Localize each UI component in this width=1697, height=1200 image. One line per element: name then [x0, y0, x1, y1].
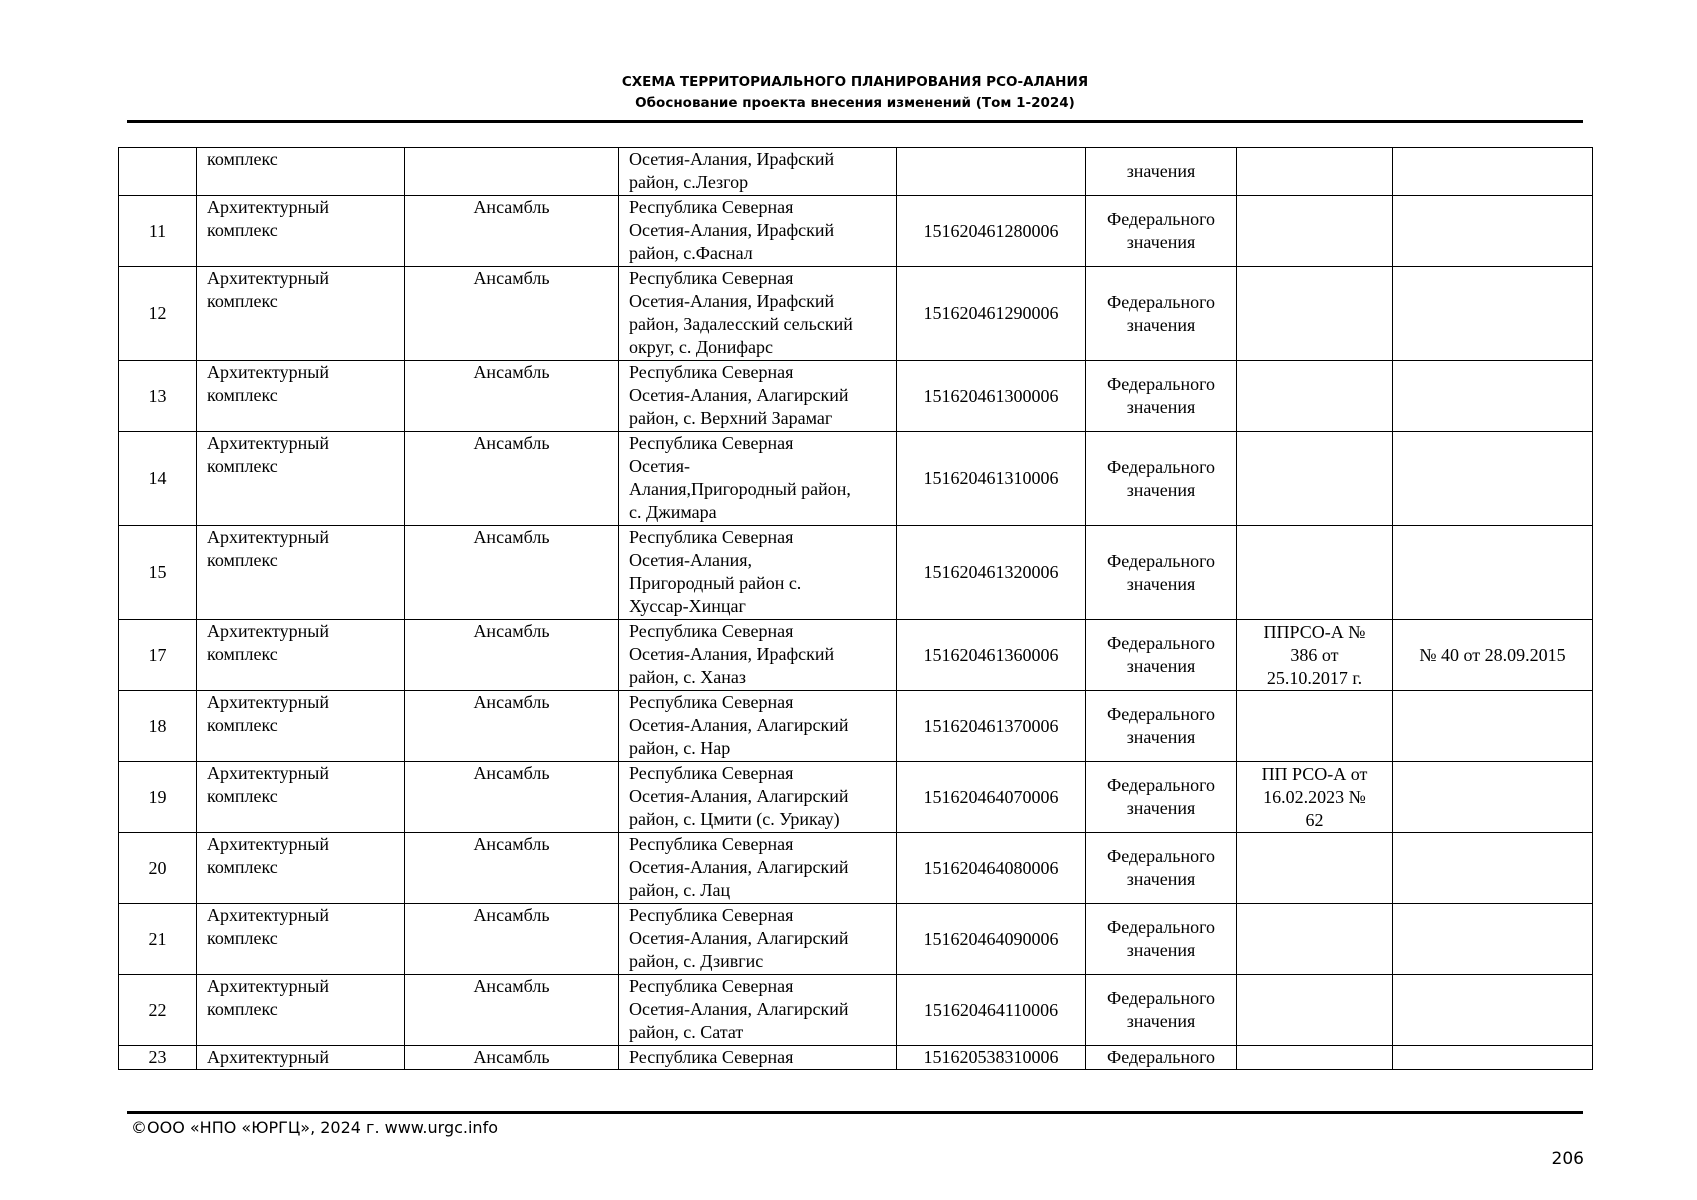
- object-name-cell-line: комплекс: [207, 220, 278, 240]
- significance-cell: [1086, 762, 1237, 833]
- significance-cell: [1086, 1046, 1237, 1070]
- address-cell-line: Осетия-Алания, Алагирский: [629, 786, 849, 806]
- address-cell-line: район, Задалесский сельский: [629, 314, 853, 334]
- address-cell: [619, 1046, 897, 1070]
- protection-document-cell: [1237, 904, 1393, 975]
- order-document-cell: [1393, 833, 1593, 904]
- address-cell-line: район, с. Дзивгис: [629, 951, 764, 971]
- address-cell-line: район, с.Фаснал: [629, 243, 753, 263]
- object-name-cell: [197, 432, 405, 526]
- address-cell-line: Республика Северная: [629, 834, 794, 854]
- address-cell: [619, 148, 897, 196]
- order-document-cell: [1393, 196, 1593, 267]
- registry-code-cell: 151620464080006: [897, 833, 1086, 904]
- significance-cell-line: значения: [1126, 397, 1196, 417]
- object-type-cell: Ансамбль: [405, 267, 619, 361]
- table-row: [119, 1046, 1593, 1070]
- registry-code-cell: 151620461280006: [897, 196, 1086, 267]
- address-cell-line: Республика Северная: [629, 433, 794, 453]
- order-document-cell: [1393, 762, 1593, 833]
- address-cell: [619, 691, 897, 762]
- row-number-cell: 23: [119, 1046, 197, 1070]
- address-cell: [619, 762, 897, 833]
- object-name-cell-line: Архитектурный: [207, 621, 329, 641]
- object-type-cell: Ансамбль: [405, 833, 619, 904]
- object-name-cell: [197, 904, 405, 975]
- significance-cell: [1086, 620, 1237, 691]
- protection-document-cell: [1237, 526, 1393, 620]
- protection-document-cell: [1237, 620, 1393, 691]
- registry-code-cell: 151620464070006: [897, 762, 1086, 833]
- significance-cell-line: Федерального: [1106, 209, 1216, 229]
- address-cell: [619, 904, 897, 975]
- object-type-cell: Ансамбль: [405, 1046, 619, 1070]
- protection-document-cell: [1237, 1046, 1393, 1070]
- object-name-cell-line: Архитектурный: [207, 197, 329, 217]
- row-number-cell: 18: [119, 691, 197, 762]
- address-cell-line: Республика Северная: [629, 621, 794, 641]
- significance-cell-line: значения: [1126, 798, 1196, 818]
- address-cell-line: с. Джимара: [629, 502, 717, 522]
- significance-cell-line: Федерального: [1106, 374, 1216, 394]
- protection-document-cell-line: 386 от: [1290, 644, 1339, 665]
- row-number-cell: 15: [119, 526, 197, 620]
- object-type-cell: Ансамбль: [405, 432, 619, 526]
- registry-code-cell: 151620464110006: [897, 975, 1086, 1046]
- object-name-cell: [197, 148, 405, 196]
- registry-code-cell: 151620461300006: [897, 361, 1086, 432]
- protection-document-cell: [1237, 361, 1393, 432]
- significance-cell-line: значения: [1126, 314, 1196, 335]
- protection-document-cell-line: ППРСО-А №: [1263, 621, 1366, 642]
- row-number-cell: 14: [119, 432, 197, 526]
- object-name-cell-line: Архитектурный: [207, 763, 329, 783]
- object-type-cell: Ансамбль: [405, 196, 619, 267]
- address-cell-line: Осетия-Алания, Алагирский: [629, 928, 849, 948]
- significance-cell: [1086, 196, 1237, 267]
- significance-cell: [1086, 432, 1237, 526]
- significance-cell: [1086, 526, 1237, 620]
- row-number-cell: 12: [119, 267, 197, 361]
- registry-code-cell: 151620464090006: [897, 904, 1086, 975]
- significance-cell-line: Федерального: [1106, 456, 1216, 477]
- address-cell: [619, 526, 897, 620]
- heritage-register-table: [118, 147, 1593, 1070]
- object-name-cell-line: Архитектурный: [207, 1047, 329, 1067]
- registry-code-cell: 151620461360006: [897, 620, 1086, 691]
- address-cell-line: район, с.Лезгор: [629, 172, 749, 192]
- object-name-cell: [197, 762, 405, 833]
- object-type-cell: Ансамбль: [405, 526, 619, 620]
- significance-cell-line: Федерального: [1106, 917, 1216, 937]
- significance-cell: [1086, 148, 1237, 196]
- protection-document-cell: [1237, 196, 1393, 267]
- significance-cell-line: значения: [1126, 727, 1196, 747]
- table-row: [119, 975, 1593, 1046]
- row-number-cell: 21: [119, 904, 197, 975]
- address-cell: [619, 432, 897, 526]
- significance-cell-line: значения: [1126, 479, 1196, 500]
- address-cell: [619, 833, 897, 904]
- address-cell-line: Республика Северная: [629, 197, 794, 217]
- object-name-cell: [197, 620, 405, 691]
- protection-document-cell: [1237, 762, 1393, 833]
- object-name-cell-line: Архитектурный: [207, 834, 329, 854]
- address-cell-line: район, с. Верхний Зарамаг: [629, 408, 833, 428]
- significance-cell-line: Федерального: [1106, 988, 1216, 1008]
- footer-rule: [127, 1111, 1583, 1114]
- order-document-cell: [1393, 691, 1593, 762]
- registry-code-cell: 151620538310006: [897, 1046, 1086, 1070]
- address-cell: [619, 267, 897, 361]
- significance-cell: [1086, 975, 1237, 1046]
- address-cell-line: Осетия-Алания, Ирафский: [629, 644, 835, 664]
- object-name-cell-line: комплекс: [207, 456, 278, 476]
- header-rule: [127, 120, 1583, 123]
- address-cell-line: Республика Северная: [629, 763, 794, 783]
- registry-code-cell: 151620461290006: [897, 267, 1086, 361]
- table-row: [119, 691, 1593, 762]
- significance-cell: [1086, 691, 1237, 762]
- object-name-cell: [197, 833, 405, 904]
- object-name-cell: [197, 975, 405, 1046]
- significance-cell-line: Федерального: [1106, 1047, 1216, 1067]
- significance-cell-line: значения: [1126, 161, 1196, 181]
- table-row: [119, 196, 1593, 267]
- address-cell-line: Пригородный район с.: [629, 573, 802, 593]
- page-number: 206: [1551, 1149, 1584, 1169]
- significance-cell-line: Федерального: [1106, 291, 1216, 312]
- table-row: [119, 432, 1593, 526]
- object-name-cell-line: комплекс: [207, 291, 278, 311]
- registry-code-cell: 151620461310006: [897, 432, 1086, 526]
- address-cell-line: Осетия-Алания, Ирафский: [629, 149, 835, 169]
- order-document-cell: [1393, 526, 1593, 620]
- object-type-cell: Ансамбль: [405, 975, 619, 1046]
- order-document-cell: [1393, 148, 1593, 196]
- order-document-cell: № 40 от 28.09.2015: [1393, 620, 1593, 691]
- significance-cell-line: Федерального: [1106, 846, 1216, 866]
- object-name-cell-line: Архитектурный: [207, 692, 329, 712]
- object-type-cell: Ансамбль: [405, 691, 619, 762]
- address-cell-line: Алания,Пригородный район,: [629, 479, 851, 499]
- significance-cell-line: значения: [1126, 656, 1196, 676]
- significance-cell-line: Федерального: [1106, 775, 1216, 795]
- object-name-cell-line: Архитектурный: [207, 976, 329, 996]
- row-number-cell: 17: [119, 620, 197, 691]
- significance-cell-line: значения: [1126, 940, 1196, 960]
- table-row: [119, 526, 1593, 620]
- protection-document-cell-line: 62: [1305, 809, 1324, 830]
- object-name-cell-line: Архитектурный: [207, 433, 329, 453]
- significance-cell-line: значения: [1126, 1011, 1196, 1031]
- address-cell-line: район, с. Нар: [629, 738, 731, 758]
- row-number-cell: 22: [119, 975, 197, 1046]
- address-cell: [619, 975, 897, 1046]
- significance-cell-line: Федерального: [1106, 704, 1216, 724]
- object-name-cell-line: комплекс: [207, 149, 278, 169]
- object-name-cell: [197, 1046, 405, 1070]
- address-cell-line: район, с. Лац: [629, 880, 731, 900]
- address-cell-line: Осетия-Алания, Алагирский: [629, 999, 849, 1019]
- address-cell-line: район, с. Цмити (с. Урикау): [629, 809, 840, 829]
- address-cell-line: Республика Северная: [629, 527, 794, 547]
- object-name-cell: [197, 196, 405, 267]
- significance-cell: [1086, 361, 1237, 432]
- address-cell: [619, 361, 897, 432]
- object-name-cell-line: комплекс: [207, 550, 278, 570]
- address-cell: [619, 620, 897, 691]
- address-cell-line: Осетия-: [629, 456, 690, 476]
- significance-cell-line: значения: [1126, 573, 1196, 594]
- significance-cell: [1086, 904, 1237, 975]
- address-cell-line: район, с. Сатат: [629, 1022, 744, 1042]
- order-document-cell: [1393, 267, 1593, 361]
- protection-document-cell-line: ПП РСО-А от: [1261, 763, 1368, 784]
- protection-document-cell: [1237, 148, 1393, 196]
- header-subtitle: Обоснование проекта внесения изменений (Том 1-2024): [635, 95, 1075, 111]
- significance-cell: [1086, 267, 1237, 361]
- significance-cell: [1086, 833, 1237, 904]
- protection-document-cell: [1237, 691, 1393, 762]
- row-number-cell: 20: [119, 833, 197, 904]
- row-number-cell: 19: [119, 762, 197, 833]
- object-name-cell-line: комплекс: [207, 385, 278, 405]
- address-cell-line: округ, с. Донифарс: [629, 337, 774, 357]
- object-name-cell-line: Архитектурный: [207, 527, 329, 547]
- address-cell-line: Осетия-Алания, Ирафский: [629, 291, 835, 311]
- object-type-cell: Ансамбль: [405, 620, 619, 691]
- object-name-cell-line: комплекс: [207, 928, 278, 948]
- registry-code-cell: 151620461370006: [897, 691, 1086, 762]
- table-row: [119, 904, 1593, 975]
- table-row: [119, 620, 1593, 691]
- object-name-cell: [197, 691, 405, 762]
- object-name-cell-line: комплекс: [207, 715, 278, 735]
- object-type-cell: Ансамбль: [405, 361, 619, 432]
- object-name-cell: [197, 526, 405, 620]
- address-cell-line: Республика Северная: [629, 905, 794, 925]
- object-name-cell-line: Архитектурный: [207, 362, 329, 382]
- address-cell-line: Республика Северная: [629, 692, 794, 712]
- row-number-cell: 13: [119, 361, 197, 432]
- object-type-cell: Ансамбль: [405, 904, 619, 975]
- object-name-cell-line: Архитектурный: [207, 268, 329, 288]
- order-document-cell: [1393, 904, 1593, 975]
- object-name-cell: [197, 361, 405, 432]
- protection-document-cell-line: 16.02.2023 №: [1263, 786, 1366, 807]
- significance-cell-line: Федерального: [1106, 633, 1216, 653]
- address-cell-line: Осетия-Алания, Алагирский: [629, 385, 849, 405]
- object-name-cell-line: Архитектурный: [207, 905, 329, 925]
- order-document-cell: [1393, 1046, 1593, 1070]
- address-cell-line: Хуссар-Хинцаг: [629, 596, 746, 616]
- order-document-cell: [1393, 361, 1593, 432]
- object-name-cell-line: комплекс: [207, 999, 278, 1019]
- address-cell-line: Республика Северная: [629, 1047, 794, 1067]
- registry-code-cell: [897, 148, 1086, 196]
- registry-code-cell: 151620461320006: [897, 526, 1086, 620]
- row-number-cell: [119, 148, 197, 196]
- protection-document-cell-line: 25.10.2017 г.: [1266, 667, 1363, 688]
- significance-cell-line: Федерального: [1106, 550, 1216, 571]
- protection-document-cell: [1237, 833, 1393, 904]
- address-cell-line: Республика Северная: [629, 268, 794, 288]
- table-row: [119, 267, 1593, 361]
- address-cell-line: район, с. Ханаз: [629, 667, 746, 687]
- address-cell-line: Осетия-Алания,: [629, 550, 752, 570]
- significance-cell-line: значения: [1126, 232, 1196, 252]
- table-row: [119, 833, 1593, 904]
- address-cell-line: Республика Северная: [629, 362, 794, 382]
- protection-document-cell: [1237, 432, 1393, 526]
- protection-document-cell: [1237, 267, 1393, 361]
- address-cell: [619, 196, 897, 267]
- row-number-cell: 11: [119, 196, 197, 267]
- table-row: [119, 762, 1593, 833]
- page-header: [127, 72, 1583, 114]
- object-name-cell-line: комплекс: [207, 644, 278, 664]
- header-title: СХЕМА ТЕРРИТОРИАЛЬНОГО ПЛАНИРОВАНИЯ РСО-АЛАНИЯ: [621, 74, 1089, 90]
- object-name-cell-line: комплекс: [207, 857, 278, 877]
- protection-document-cell: [1237, 975, 1393, 1046]
- order-document-cell: [1393, 432, 1593, 526]
- table-row: [119, 148, 1593, 196]
- order-document-cell: [1393, 975, 1593, 1046]
- significance-cell-line: значения: [1126, 869, 1196, 889]
- address-cell-line: Осетия-Алания, Алагирский: [629, 857, 849, 877]
- object-name-cell: [197, 267, 405, 361]
- object-name-cell-line: комплекс: [207, 786, 278, 806]
- object-type-cell: Ансамбль: [405, 762, 619, 833]
- address-cell-line: Осетия-Алания, Ирафский: [629, 220, 835, 240]
- footer-copyright: ©ООО «НПО «ЮРГЦ», 2024 г. www.urgc.info: [131, 1118, 498, 1137]
- object-type-cell: [405, 148, 619, 196]
- address-cell-line: Республика Северная: [629, 976, 794, 996]
- address-cell-line: Осетия-Алания, Алагирский: [629, 715, 849, 735]
- table-row: [119, 361, 1593, 432]
